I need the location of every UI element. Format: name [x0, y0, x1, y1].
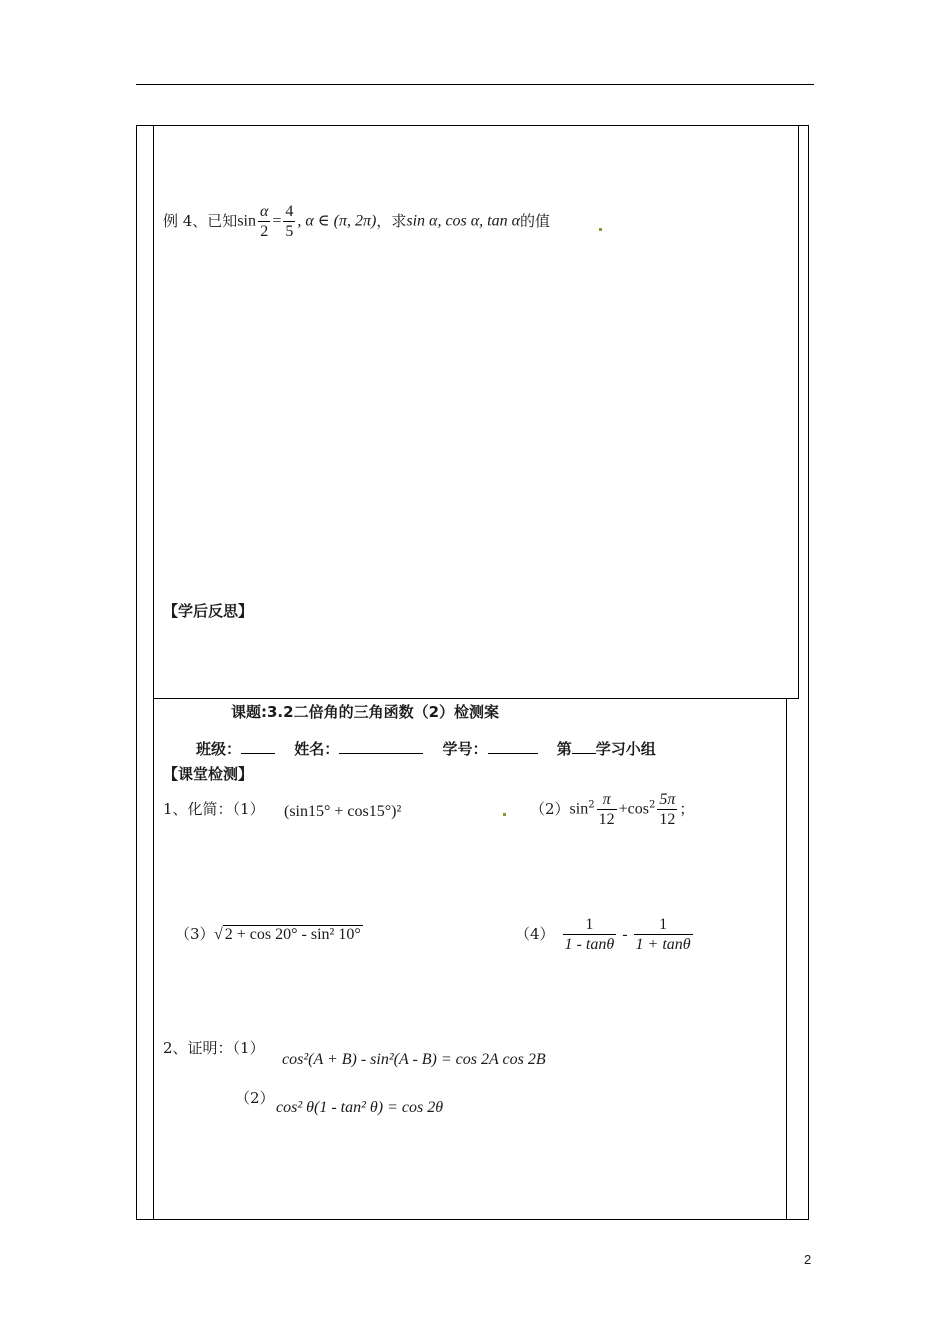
- q1-part4: （4） $\frac{1}{1 - \tan\theta}$ - $\frac{1}{1 + \tan\theta}$: [515, 916, 691, 953]
- stray-dot: [599, 228, 602, 231]
- q1-label: 1、化简：（1）: [163, 800, 265, 818]
- header-rule: [136, 84, 814, 85]
- outer-right-border: [808, 125, 809, 1220]
- frame-bottom: [136, 1219, 809, 1220]
- outer-left-border: [136, 125, 137, 1220]
- test-title: 课题:3.2二倍角的三角函数（2）检测案: [231, 703, 500, 721]
- q2-label: 2、证明：（1）: [163, 1039, 265, 1057]
- student-info-line: 班级： 姓名： 学号： 第 学习小组: [196, 740, 656, 758]
- alpha-over-2-fraction: $\frac{\alpha}{2}$: [259, 203, 269, 240]
- sqrt-icon: √: [214, 926, 223, 943]
- page-number: 2: [804, 1252, 812, 1267]
- q2-part2-label: （2）: [235, 1089, 275, 1107]
- box-divider: [153, 698, 799, 699]
- q2-part2-expression: cos² θ(1 - tan² θ) = cos 2θ: [276, 1099, 444, 1116]
- group-blank[interactable]: [572, 753, 596, 754]
- 5pi-over-12-fraction: $\frac{5\pi}{12}$: [659, 791, 676, 828]
- section-title: 【课堂检测】: [163, 765, 254, 783]
- q1-part1-expression: (sin15° + cos15°)²: [284, 803, 402, 820]
- box1-right-border: [798, 125, 799, 698]
- four-fifths-fraction: $\frac{4}{5}$: [285, 203, 294, 240]
- fraction-2: $\frac{1}{1 + \tan\theta}$: [635, 916, 691, 953]
- fraction-1: $\frac{1}{1 - \tan\theta}$: [564, 916, 615, 953]
- pi-over-12-fraction: $\frac{\pi}{12}$: [598, 791, 615, 828]
- class-blank[interactable]: [241, 753, 275, 754]
- inner-left-border: [153, 125, 154, 1220]
- q2-part1-expression: cos²(A + B) - sin²(A - B) = cos 2A cos 2B: [282, 1051, 546, 1068]
- example4-line: 例 4、已知sin $\frac{\alpha}{2}$ = $\frac{4}{5}$ , α ∈ (π, 2π)，求sin α, cos α, tan α的值: [163, 203, 551, 240]
- q1-part3-expression: √ 2 + cos 20° - sin² 10°: [214, 926, 361, 943]
- q1-part3: （3）: [175, 925, 215, 943]
- q1-part2: $(2)\sin^2$ $\frac{\pi}{12}$ $+\cos^2$ $\frac{5\pi}{12}$ ；: [530, 791, 695, 828]
- reflection-title: 【学后反思】: [163, 602, 254, 620]
- id-blank[interactable]: [488, 753, 538, 754]
- name-blank[interactable]: [339, 753, 423, 754]
- stray-dot-2: [503, 813, 506, 816]
- frame-top: [136, 125, 809, 126]
- box2-right-border: [786, 698, 787, 1220]
